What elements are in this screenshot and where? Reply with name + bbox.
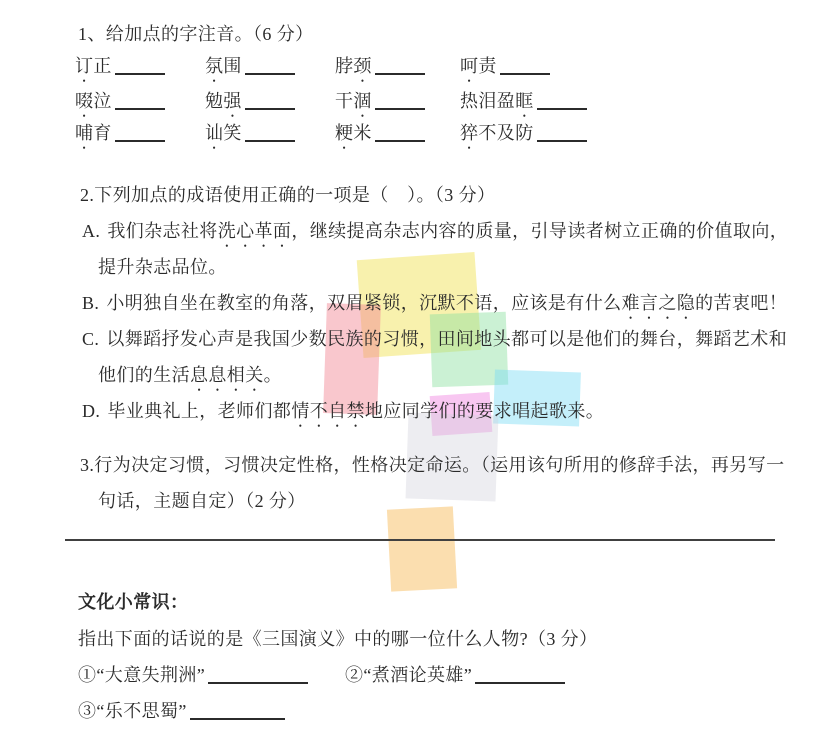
emphasized-text: 涸 [353, 91, 372, 111]
emphasized-text: 呵 [460, 56, 479, 76]
q1-word-shanxiao [205, 121, 295, 153]
watermark-square-orange [387, 506, 457, 591]
q1-word-buyu [75, 121, 165, 153]
q1-word-chuoqi [75, 89, 165, 121]
q2-option-b-line1 [82, 291, 787, 323]
q2-option-c-line1 [82, 327, 787, 351]
text-segment: 干 [335, 91, 354, 111]
text-segment: 他们的生活 [98, 365, 190, 385]
emphasized-text: 强 [223, 91, 242, 111]
answer-blank [537, 122, 587, 142]
text-segment: 围 [223, 56, 242, 76]
answer-blank [190, 700, 285, 720]
answer-blank [375, 122, 425, 142]
text-segment: 泣 [93, 91, 112, 111]
culture-question: 指出下面的话说的是《三国演义》中的哪一位什么人物?（3 分） [78, 629, 598, 649]
culture-item-2: ②“煮酒论英雄” [345, 663, 565, 687]
q1-word-dingzheng [75, 54, 165, 86]
emphasized-text: 息息相关 [190, 365, 264, 385]
answer-blank [245, 122, 295, 142]
option-b-label: B. [82, 293, 100, 313]
text-segment: ，继续提高杂志内容的质量，引导读者树立正确的价值取向， [291, 221, 789, 241]
q1-word-fenwei [205, 54, 295, 86]
emphasized-text: 啜 [75, 91, 94, 111]
q2-option-a-line2 [98, 255, 227, 279]
emphasized-text: 氛 [205, 56, 224, 76]
q1-word-releiyingkuang [460, 89, 587, 121]
answer-blank [208, 664, 308, 684]
emphasized-text: 情不自禁 [291, 401, 365, 421]
emphasized-text: 眶 [515, 91, 534, 111]
text-segment: 正 [93, 56, 112, 76]
q1-word-mianqiang [205, 89, 295, 121]
answer-blank [245, 90, 295, 110]
emphasized-text: 猝 [460, 123, 479, 143]
text-segment: 小明独自坐在教室的角落，双眉紧锁，沉默不语，应该是有什么 [106, 293, 622, 313]
text-segment: 不及防 [478, 123, 534, 143]
emphasized-text: 哺 [75, 123, 94, 143]
q3-line1: 3.行为决定习惯，习惯决定性格，性格决定命运。（运用该句所用的修辞手法，再另写一 [80, 455, 785, 475]
q2-option-d-line1 [82, 399, 604, 431]
q1-word-heze [460, 54, 550, 86]
emphasized-text: 粳 [335, 123, 354, 143]
text-segment: 我们杂志社将 [107, 221, 218, 241]
q2-heading: 2.下列加点的成语使用正确的一项是（ ）。（3 分） [80, 185, 496, 205]
answer-blank [375, 90, 425, 110]
text-segment: 。 [263, 365, 283, 385]
text-segment: 责 [478, 56, 497, 76]
text-segment: 米 [353, 123, 372, 143]
q1-heading: 1、给加点的字注音。（6 分） [78, 24, 314, 44]
emphasized-text: 难言之隐 [621, 293, 696, 313]
culture-item-1: ①“大意失荆洲” [78, 663, 308, 687]
answer-blank [375, 55, 425, 75]
emphasized-text: 洗心革面 [217, 221, 292, 241]
q1-word-jingmi [335, 121, 425, 153]
option-a-label: A. [82, 221, 101, 241]
q1-word-bogeng [335, 54, 425, 86]
answer-blank [245, 55, 295, 75]
option-c-label: C. [82, 329, 100, 349]
q2-option-a-line1 [82, 219, 788, 251]
answer-blank [115, 90, 165, 110]
text-segment: 地应同学们的要求唱起歌来。 [364, 401, 605, 421]
text-segment: 毕业典礼上，老师们都 [107, 401, 292, 421]
emphasized-text: 颈 [353, 56, 372, 76]
answer-blank [475, 664, 565, 684]
answer-blank [115, 122, 165, 142]
culture-heading: 文化小常识： [78, 592, 189, 612]
text-segment: 提升杂志品位。 [98, 257, 227, 277]
text-segment: 脖 [335, 56, 354, 76]
text-segment: 育 [93, 123, 112, 143]
text-segment: 以舞蹈抒发心声是我国少数民族的习惯，田间地头都可以是他们的舞台，舞蹈艺术和 [106, 329, 788, 349]
section-divider [65, 539, 775, 541]
q3-line2: 句话，主题自定）（2 分） [98, 491, 306, 511]
culture-item-3: ③“乐不思蜀” [78, 699, 285, 723]
text-segment: 的苦衷吧！ [695, 293, 788, 313]
emphasized-text: 订 [75, 56, 94, 76]
answer-blank [537, 90, 587, 110]
q1-word-ganhe [335, 89, 425, 121]
q1-word-cubujifang [460, 121, 587, 153]
answer-blank [500, 55, 550, 75]
text-segment: 笑 [223, 123, 242, 143]
option-d-label: D. [82, 401, 101, 421]
text-segment: 热泪盈 [460, 91, 516, 111]
text-segment: 勉 [205, 91, 224, 111]
emphasized-text: 讪 [205, 123, 224, 143]
answer-blank [115, 55, 165, 75]
q2-option-c-line2 [98, 363, 282, 395]
